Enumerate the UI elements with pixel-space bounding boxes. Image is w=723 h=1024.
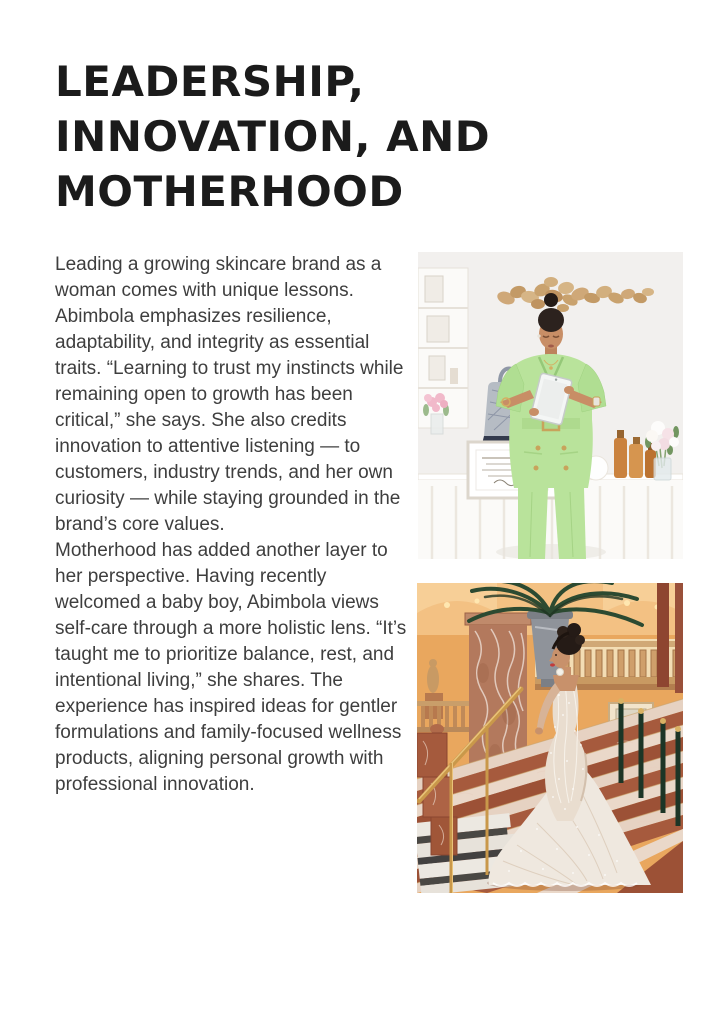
maroon-column xyxy=(657,583,669,687)
title-line-3: MOTHERHOOD xyxy=(55,167,404,216)
staircase-scene-illustration xyxy=(417,583,683,893)
photo-woman-mint-suit-tablet xyxy=(418,252,683,559)
photo-woman-gown-staircase xyxy=(417,583,683,893)
studio-scene-illustration xyxy=(418,252,683,559)
article-body xyxy=(55,252,409,798)
article-paragraph-leadership: Leading a growing skincare brand as a woman comes with unique lessons. Abimbola emphasizes resilience, adaptability, and integrity as essential traits. “Learning to trust my instincts while remaining open to growth has been critical,” she says. She also credits innovation to attentive listening — to customers, industry trends, and her own curiosity — while staying grounded in the brand’s core values. xyxy=(55,254,404,535)
page-title xyxy=(55,54,575,219)
title-line-1: LEADERSHIP, xyxy=(55,57,365,106)
maroon-column-2 xyxy=(675,583,683,693)
title-line-2: INNOVATION, AND xyxy=(55,112,491,161)
article-paragraph-motherhood: Motherhood has added another layer to her perspective. Having recently welcomed a baby boy, Abimbola views self-care through a more holistic lens. “It’s taught me to prioritize balance, rest, and intentional living,” she shares. The experience has inspired ideas for gentler formulations and family-focused wellness products, aligning personal growth with professional innovation. xyxy=(55,540,407,795)
